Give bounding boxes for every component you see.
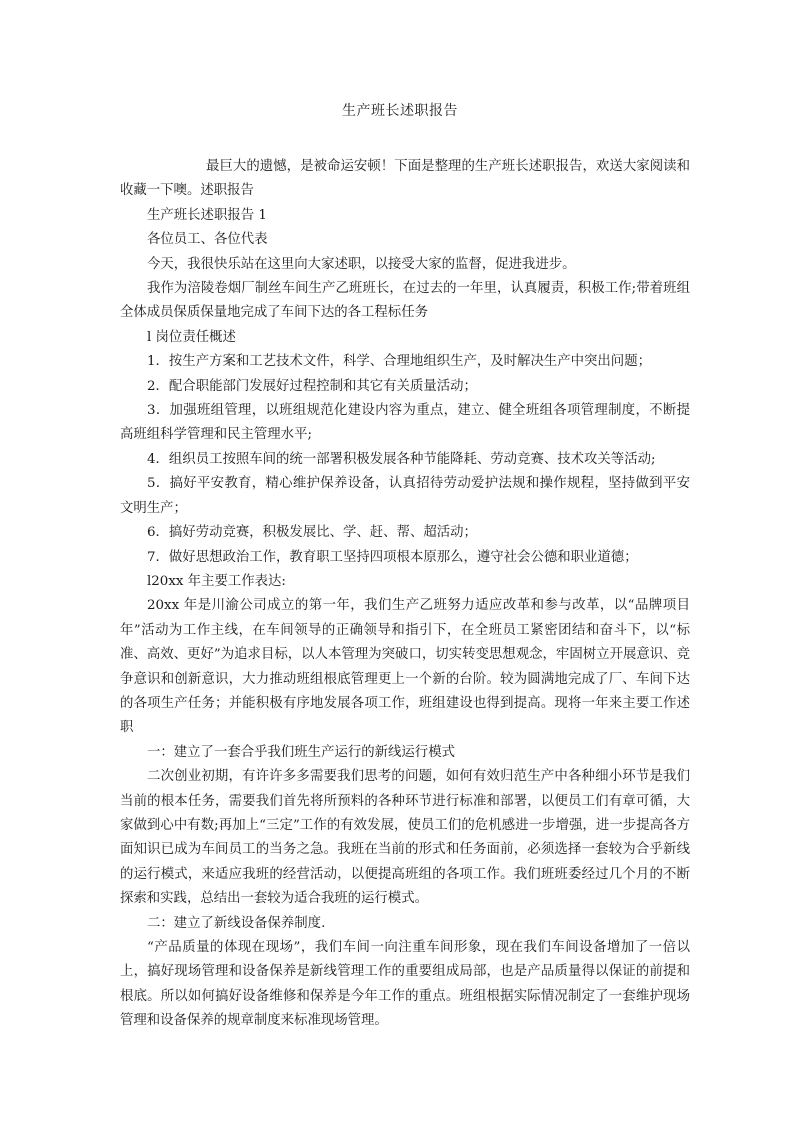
body-paragraph: 我作为涪陵卷烟厂制丝车间生产乙班班长，在过去的一年里，认真履责，积极工作;带着班组全体成员保质保量地完成了车间下达的各工程标任务 <box>120 281 690 321</box>
document-title: 生产班长述职报告 <box>342 103 458 119</box>
list-item: 4．组织员工按照车间的统一部署积极发展各种节能降耗、劳动竞赛、技术攻关等活动; <box>147 451 656 467</box>
list-item: 6．搞好劳动竞赛，积极发展比、学、赶、帮、超活动； <box>147 525 477 541</box>
list-item: 2．配合职能部门发展好过程控制和其它有关质量活动； <box>147 378 477 394</box>
body-paragraph: 二次创业初期，有许许多多需要我们思考的问题，如何有效归范生产中各种细小环节是我们当前的根本任务，需要我们首先将所预料的各种环节进行标准和部署，以便员工们有章可循，大家做到心中有数;再加上“三定”工作的有效发展，使员工们的危机感进一步增强，进一步提高各方面知识已成为车间员工的当务之急。我班在当前的形式和任务面前，必须选择一套较为合乎新线的运行模式，来适应我班的经营活动，以便提高班组的各项工作。我们班班委经过几个月的不断探索和实践，总结出一套较为适合我班的运行模式。 <box>120 769 690 907</box>
section-heading: l 岗位责任概述 <box>147 329 236 345</box>
section-heading: l20xx 年主要工作表达: <box>147 573 286 589</box>
list-item: 5．搞好平安教育，精心维护保养设备，认真招待劳动爱护法规和操作规程，坚持做到平安文明生产； <box>120 476 690 516</box>
report-heading: 生产班长述职报告 1 <box>147 207 267 223</box>
document-body <box>120 155 690 1034</box>
body-paragraph: 今天，我很快乐站在这里向大家述职，以接受大家的监督，促进我进步。 <box>147 256 576 272</box>
list-item: 3．加强班组管理，以班组规范化建设内容为重点，建立、健全班组各项管理制度，不断提高班组科学管理和民主管理水平; <box>120 403 690 443</box>
section-heading: 一：建立了一套合乎我们班生产运行的新线运行模式 <box>147 744 455 760</box>
body-paragraph: 20xx 年是川渝公司成立的第一年，我们生产乙班努力适应改革和参与改革，以“品牌项目年”活动为工作主线，在车间领导的正确领导和指引下，在全班员工紧密团结和奋斗下，以“标准、高效、更好”为追求目标，以人本管理为突破口，切实转变思想观念，牢固树立开展意识、竞争意识和创新意识，大力推动班组根底管理更上一个新的台阶。较为圆满地完成了厂、车间下达的各项生产任务；并能积极有序地发展各项工作，班组建设也得到提高。现将一年来主要工作述职 <box>120 598 690 736</box>
list-item: 1．按生产方案和工艺技术文件，科学、合理地组织生产，及时解决生产中突出问题； <box>147 354 651 370</box>
section-heading: 二：建立了新线设备保养制度. <box>147 915 326 931</box>
intro-paragraph: 最巨大的遗憾，是被命运安顿！下面是整理的生产班长述职报告，欢送大家阅读和收藏一下噢。述职报告 <box>120 159 690 199</box>
list-item: 7．做好思想政治工作，教育职工坚持四项根本原那么，遵守社会公德和职业道德； <box>147 549 638 565</box>
body-paragraph: “产品质量的体现在现场”，我们车间一向注重车间形象，现在我们车间设备增加了一倍以上，搞好现场管理和设备保养是新线管理工作的重要组成局部，也是产品质量得以保证的前提和根底。所以如何搞好设备维修和保养是今年工作的重点。班组根据实际情况制定了一套维护现场管理和设备保养的规章制度来标准现场管理。 <box>120 940 690 1029</box>
salutation: 各位员工、各位代表 <box>147 232 268 248</box>
